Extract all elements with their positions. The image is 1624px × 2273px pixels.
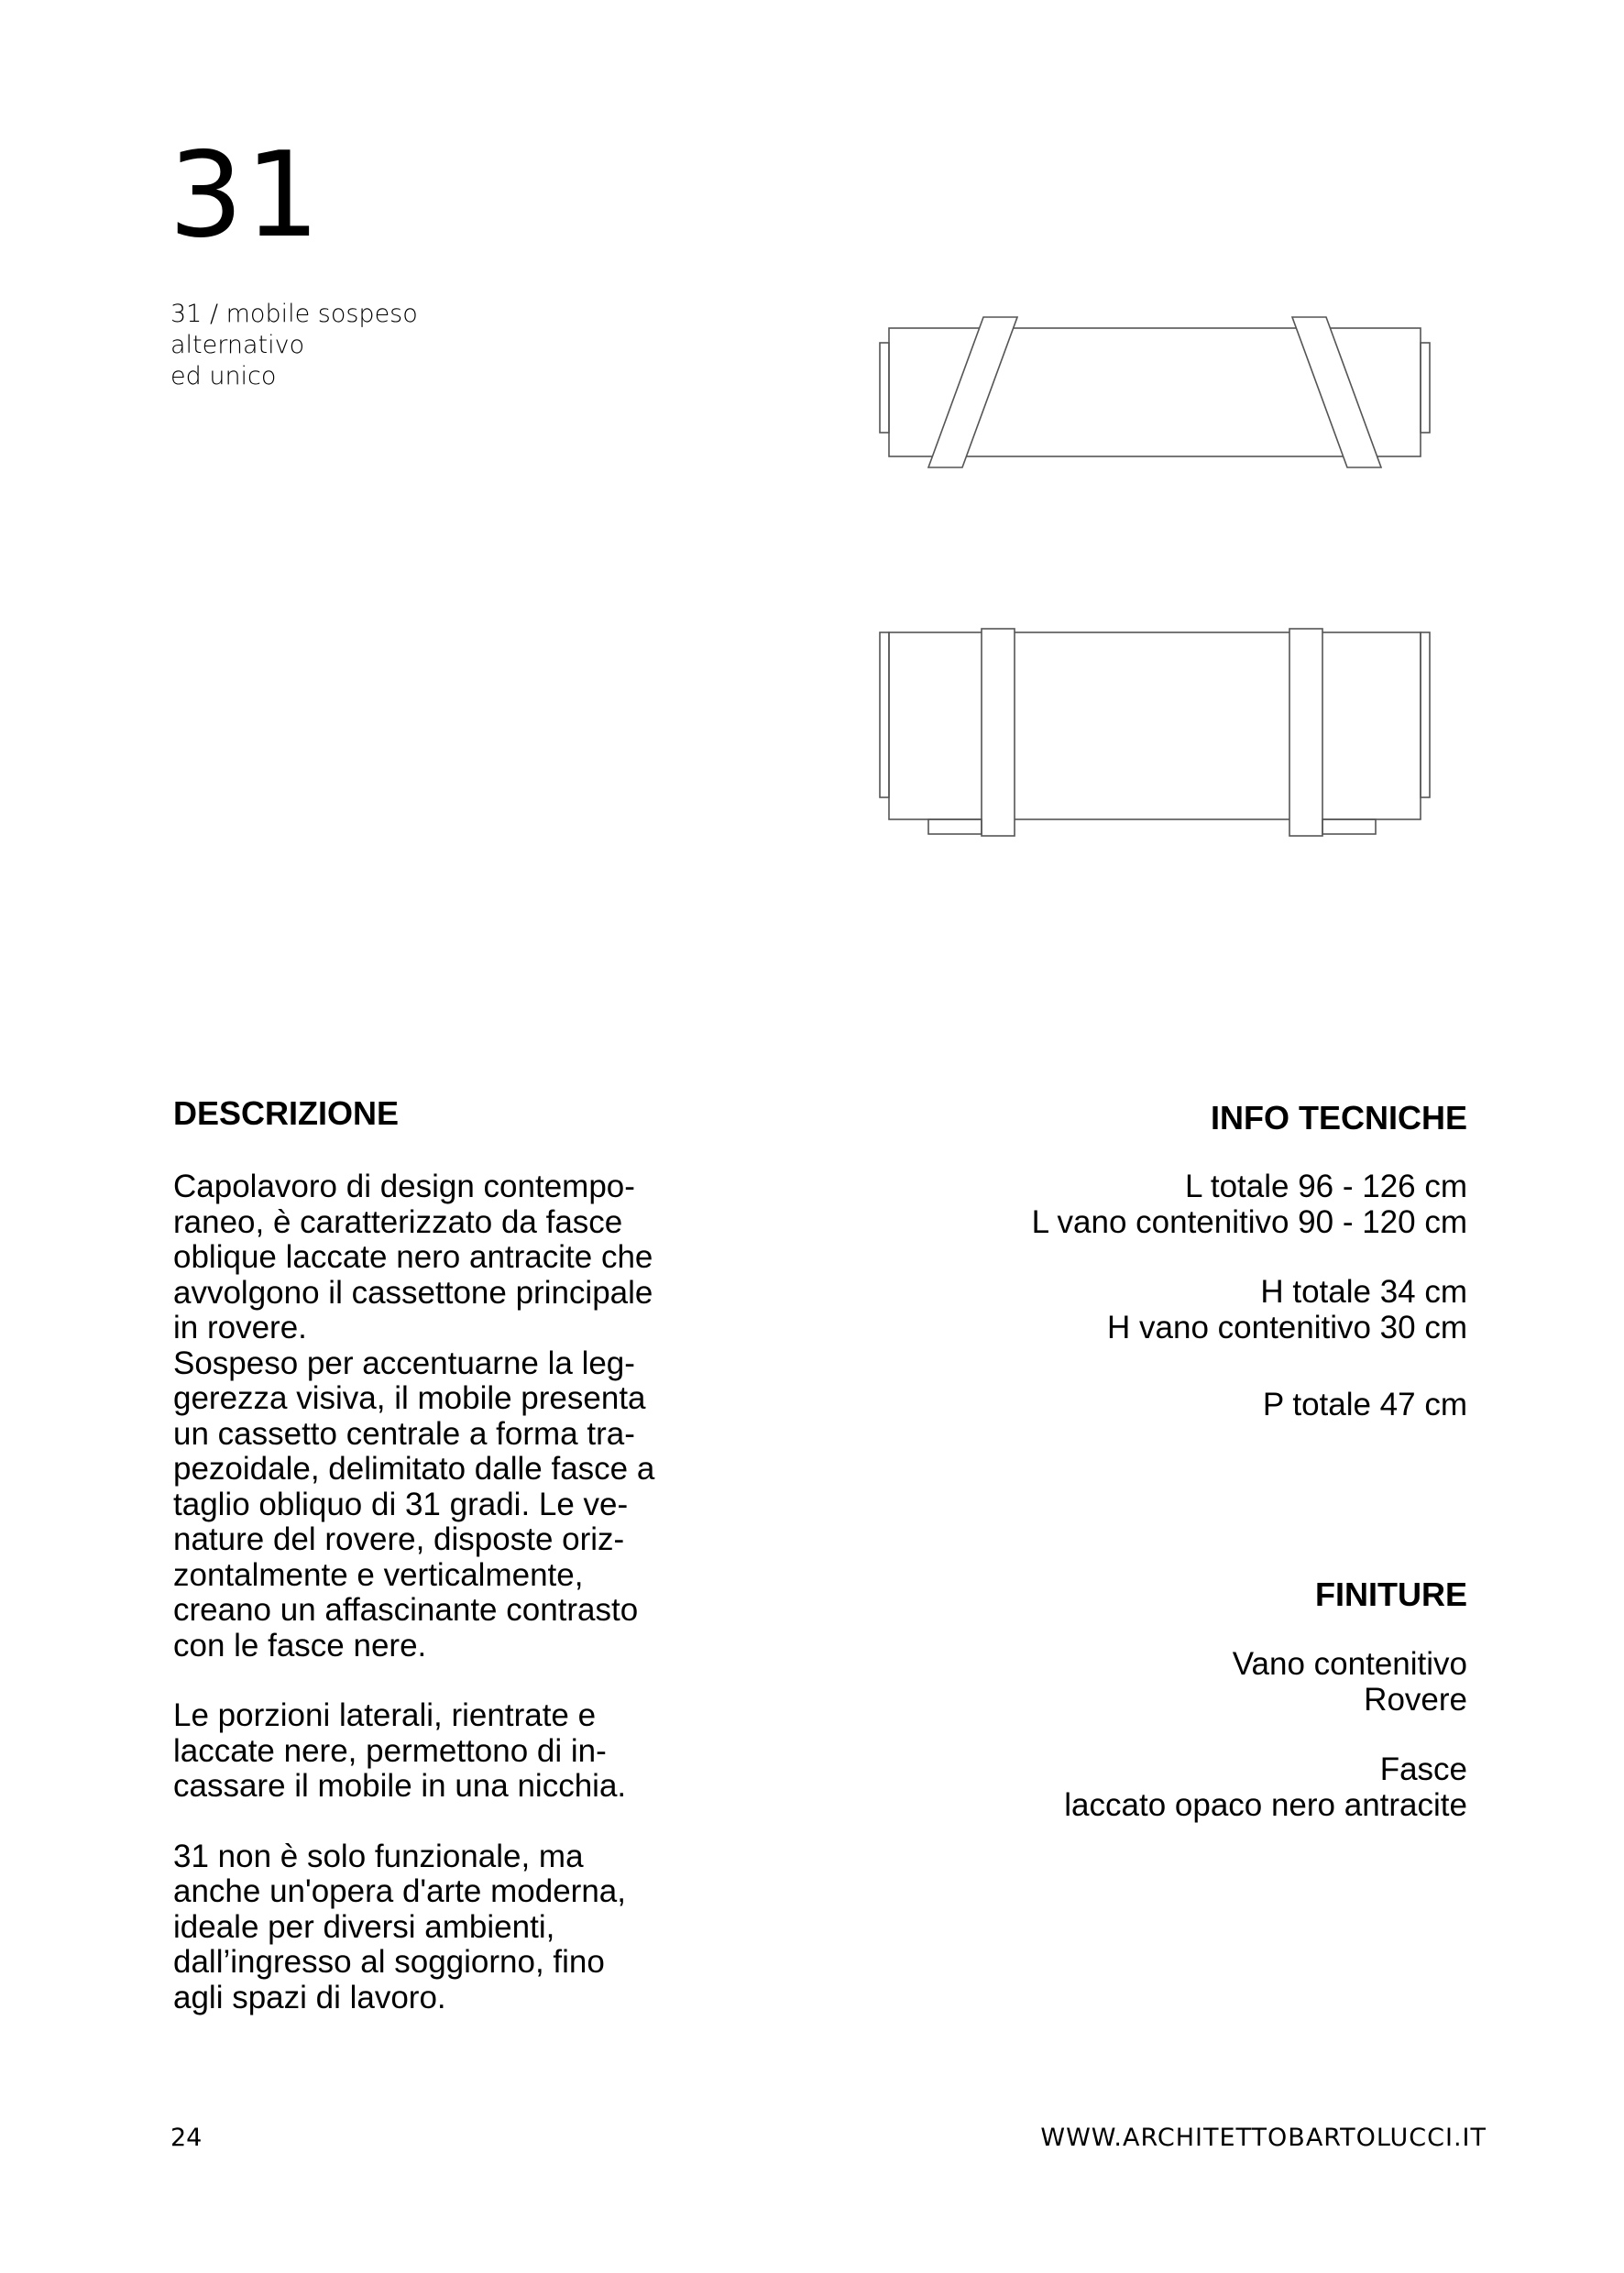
info-group-height [1032,1275,1467,1345]
finish-group-bands [1064,1752,1467,1823]
description-paragraph: 31 non è solo funzionale, ma anche un'opera d'arte moderna, ideale per diversi ambienti, dall’ingresso al soggiorno, fino agli spazi di lavoro. [173,1838,626,2015]
description-body [173,1169,760,2050]
info-heading: INFO TECNICHE [1210,1099,1467,1136]
finishes-body [1064,1647,1467,1858]
info-line: L vano contenitivo 90 - 120 cm [1031,1203,1467,1240]
finish-line: Rovere [1364,1681,1467,1718]
subtitle-line: ed unico [170,362,277,390]
page-number: 24 [170,2124,203,2152]
info-line: H totale 34 cm [1260,1274,1467,1310]
product-number: 31 [169,127,322,264]
info-line: P totale 47 cm [1262,1387,1467,1422]
finish-group-storage [1064,1647,1467,1718]
info-line: H vano contenitivo 30 cm [1107,1309,1467,1345]
finish-line: laccato opaco nero antracite [1064,1786,1467,1823]
subtitle-line: 31 / mobile sospeso [170,300,418,328]
finishes-heading: FINITURE [1315,1576,1467,1613]
finish-line: Fasce [1379,1751,1467,1787]
description-heading: DESCRIZIONE [173,1094,400,1132]
info-line: L totale 96 - 126 cm [1184,1169,1467,1204]
finish-line: Vano contenitivo [1232,1646,1467,1682]
info-group-depth [1032,1388,1467,1423]
info-group-length [1032,1169,1467,1240]
description-paragraph: Capolavoro di design contempo- raneo, è caratterizzato da fasce oblique laccate nero antracite che avvolgono il cassettone principale in rovere. Sospeso per accentuarne la leg- gerezza visiva, il mobile presenta un cassetto centrale a forma tra- pezoidale, delimitato dalle fasce a taglio obliquo di 31 gradi. Le ve- nature del rovere, disposte oriz- zontalmente e verticalmente, creano un affascinante contrasto con le fasce nere. [173,1169,655,1664]
website-link[interactable]: WWW.ARCHITETTOBARTOLUCCI.IT [1040,2124,1487,2152]
info-body [1032,1169,1467,1458]
top-view-drawing [880,629,1430,836]
subtitle-line: alternativo [170,331,305,359]
description-paragraph: Le porzioni laterali, rientrate e laccate nere, permettono di in- cassare il mobile in una nicchia. [173,1697,627,1804]
front-view-drawing [880,317,1430,467]
